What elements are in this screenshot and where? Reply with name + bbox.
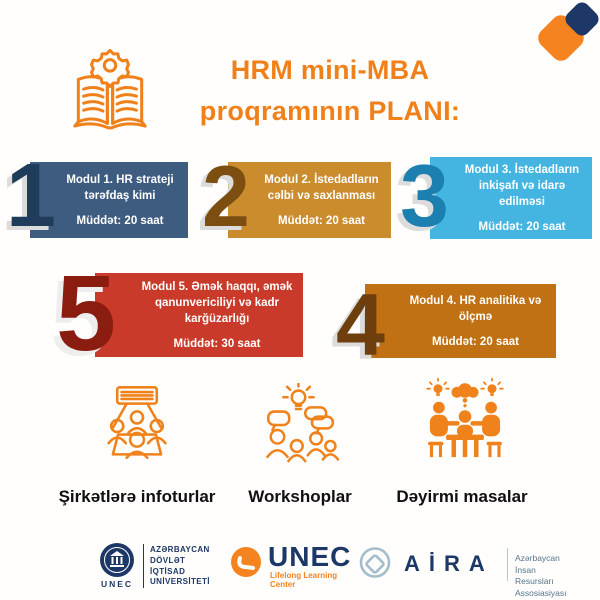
divider [143,544,144,588]
module-3-card [430,157,592,239]
module-5-numeral: 5 [56,252,117,373]
module-2-title: Modul 2. İstedadların cəlbi və saxlanması [264,174,379,202]
unec-university-logo [98,540,226,595]
unec-university-name [150,545,210,588]
module-1-numeral: 1 [6,146,57,246]
module-1-title: Modul 1. HR strateji tərəfdaş kimi [66,174,174,202]
module-3-duration: Müddət: 20 saat [478,220,566,233]
aira-name: AİRA [404,551,494,576]
module-4-numeral: 4 [336,275,385,374]
divider [507,548,508,581]
open-book-gear-icon [66,46,154,134]
unec-seal-icon [98,541,136,579]
page-title-line1: HRM mini-MBA [230,55,430,85]
unec-university-line: İQTİSAD [150,566,186,576]
page-title [150,50,510,132]
module-4-duration: Müddət: 20 saat [432,335,519,348]
module-5-duration: Müddət: 30 saat [173,337,261,350]
aira-full-name-line: Resursları Assosiasiyası [515,576,567,598]
round-table-discussion-icon [420,377,510,467]
aira-logo [356,543,576,598]
llc-circle-icon [230,546,262,578]
module-4-card [365,284,556,358]
module-1-duration: Müddət: 20 saat [76,214,164,227]
unec-university-line: AZƏRBAYCAN [150,545,210,554]
module-3-numeral: 3 [400,146,449,245]
module-5-card [95,273,303,357]
module-4-title: Modul 4. HR analitika və ölçmə [409,295,542,323]
aira-emblem-icon [356,545,394,583]
caption-infotours: Şirkətlərə infoturlar [58,487,216,506]
speech-bubbles-idea-icon [259,383,343,467]
unec-university-line: DÖVLƏT [150,555,186,565]
module-2-numeral: 2 [202,149,250,245]
module-2-card [228,162,391,238]
module-5-title: Modul 5. Əmək haqqı, əmək qanunvericiliyi və kadr karğüzarlığı [141,281,293,325]
unec-abbr: UNEC [100,579,134,589]
llc-name: UNEC [268,541,352,572]
aira-full-name [515,553,576,599]
module-3-title: Modul 3. İstedadların inkişafı və idarə edilməsi [464,164,580,208]
caption-round-tables: Dəyirmi masalar [396,487,528,506]
presentation-audience-icon [94,383,180,469]
caption-workshops: Workshoplar [248,487,352,506]
page-title-line2: proqramının PLANI: [199,96,461,126]
unec-llc-logo [230,541,352,600]
unec-university-line: UNİVERSİTETİ [150,577,210,587]
aira-full-name-line: Azərbaycan İnsan [515,553,560,575]
brand-diamond-logo [528,0,600,72]
module-2-duration: Müddət: 20 saat [278,214,365,227]
llc-subtitle: Lifelong Learning Center [270,571,338,589]
